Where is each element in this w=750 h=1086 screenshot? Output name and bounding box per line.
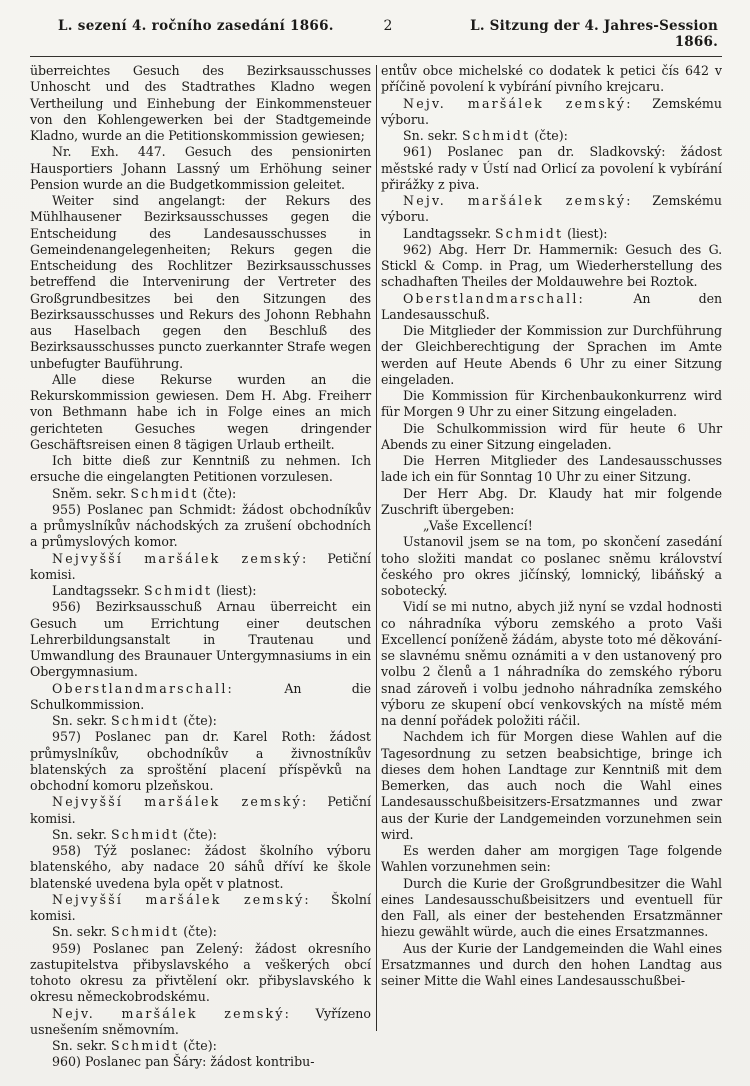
- left-column: [30, 63, 371, 1071]
- speaker-name: Nejv. maršálek zemský:: [403, 193, 633, 208]
- text-run: Sn. sekr.: [52, 1038, 111, 1053]
- header-title-german: L. Sitzung der 4. Jahres-Session 1866.: [470, 18, 718, 50]
- speaker-name: Schmidt: [494, 225, 564, 241]
- paragraph: [381, 599, 722, 729]
- speaker-name: Oberstlandmarschall:: [403, 290, 585, 306]
- speaker-name: Nejv. maršálek zemský:: [403, 95, 633, 111]
- paragraph: [30, 892, 371, 925]
- paragraph: [30, 729, 371, 794]
- paragraph: [30, 583, 371, 599]
- speaker-name: Schmidt: [143, 583, 213, 598]
- text-run: Landtagssekr.: [403, 225, 495, 241]
- header-title-czech: L. sezení 4. ročního zasedání 1866.: [58, 18, 334, 34]
- paragraph: [381, 876, 722, 941]
- text-run: Weiter sind angelangt: der Rekurs des Mühlhausener Bezirksausschusses gegen die Entscheidung des Landesausschusses in Gemeindenangelegenheiten; Rekurs gegen die Entscheidung des Rochlitzer Bezirksausschusses betreffend die Intervenirung der Vertreter des Großgrundbesitzes bei den Sitzungen des Bezirksausschusses und Rekurs des Johonn Rebhahn aus Haselbach gegen den Beschluß des Bezirksausschusses puncto zuerkannter Strafe wegen unbefugter Bauführung.: [30, 193, 371, 371]
- text-run: (čte):: [179, 713, 217, 728]
- text-run: (čte):: [179, 1038, 217, 1053]
- text-run: Aus der Kurie der Landgemeinden die Wahl eines Ersatzmannes und durch den hohen Landtag aus seiner Mitte die Wahl eines Landesausschußbei-: [381, 940, 722, 988]
- paragraph: [30, 453, 371, 486]
- column-divider: [376, 65, 377, 1031]
- text-run: „Vaše Excellencí!: [423, 518, 533, 533]
- paragraph: [30, 794, 371, 827]
- paragraph: [381, 226, 722, 242]
- text-run: Ich bitte dieß zur Kenntniß zu nehmen. Ich ersuche die eingelangten Petitionen vorzulesen.: [30, 453, 371, 485]
- text-run: Landtagssekr.: [52, 583, 144, 598]
- speaker-name: Schmidt: [110, 1038, 180, 1053]
- text-run: entův obce michelské co dodatek k petici čís 642 v příčině povolení k vybírání pivního krejcaru.: [381, 63, 722, 95]
- text-run: Es werden daher am morgigen Tage folgende Wahlen vorzunehmen sein:: [381, 843, 722, 875]
- paragraph: [381, 63, 722, 96]
- paragraph: [381, 388, 722, 421]
- text-run: Petiční komisi.: [30, 794, 371, 826]
- paragraph: [30, 713, 371, 729]
- paragraph: [381, 128, 722, 144]
- paragraph: [381, 144, 722, 193]
- paragraph: [381, 193, 722, 226]
- paragraph: [30, 63, 371, 144]
- text-run: Nr. Exh. 447. Gesuch des pensionirten Hausportiers Johann Lassný um Erhöhung seiner Pension wurde an die Budgetkommission geleitet.: [30, 144, 371, 192]
- paragraph: [381, 323, 722, 388]
- text-run: 958) Týž poslanec: žádost školního výboru blatenského, aby nadace 20 sáhů dříví ke škole blatenské uvedena byla opět v platnost.: [30, 843, 371, 891]
- text-run: (čte):: [198, 485, 237, 501]
- paragraph: [381, 242, 722, 291]
- text-run: (čte):: [530, 128, 568, 143]
- text-run: Die Herren Mitglieder des Landesausschusses lade ich ein für Sonntag 10 Uhr zu einer Sitzung.: [381, 453, 722, 485]
- paragraph: [30, 599, 371, 680]
- paragraph: [381, 453, 722, 486]
- speaker-name: Nejvyšší maršálek zemský:: [52, 550, 309, 566]
- paragraph: [30, 1006, 371, 1039]
- text-run: Nachdem ich für Morgen diese Wahlen auf die Tagesordnung zu setzen beabsichtige, bringe ich dieses dem hohen Landtage zur Kenntniß mit dem Bemerken, das auch noch die Wahl eines Landesausschußbeisitzers-Ersatzmannes und zwar aus der Kurie der Landgemeinden vorzunehmen sein wird.: [381, 729, 722, 842]
- paragraph: [381, 486, 722, 519]
- text-run: Školní komisi.: [30, 891, 371, 923]
- text-run: Der Herr Abg. Dr. Klaudy hat mir folgende Zuschrift übergeben:: [381, 485, 722, 517]
- header-rule: [30, 56, 722, 57]
- paragraph: [30, 681, 371, 714]
- text-run: Die Schulkommission wird für heute 6 Uhr Abends zu einer Sitzung eingeladen.: [381, 420, 722, 452]
- text-run: 956) Bezirksausschuß Arnau überreicht ein Gesuch um Errichtung einer deutschen Lehrerbildungsanstalt in Trautenau und Umwandlung des Braunauer Untergymnasiums in ein Obergymnasium.: [30, 599, 371, 680]
- speaker-name: Oberstlandmarschall:: [52, 680, 234, 696]
- paragraph: [30, 1054, 371, 1070]
- speaker-name: Nejv. maršálek zemský:: [52, 1005, 292, 1021]
- page-number: 2: [383, 18, 393, 34]
- speaker-name: Nejvyšší maršálek zemský:: [52, 891, 311, 907]
- text-run: Sn. sekr.: [52, 826, 111, 842]
- text-run: Die Mitglieder der Kommission zur Durchführung der Gleichberechtigung der Sprachen im Amte werden auf Heute Abends 6 Uhr zu einer Sitzung eingeladen.: [381, 323, 722, 387]
- text-run: Ustanovil jsem se na tom, po skončení zasedání toho složiti mandat co poslanec sněmu království českého pro okres jičínský, lomnický, libáňský a sobotecký.: [381, 534, 722, 598]
- text-run: überreichtes Gesuch des Bezirksausschusses Unhoscht und des Stadtrathes Kladno wegen Vertheilung und Einhebung der Einkommensteuer von den Kohlengewerken bei der Stadtgemeinde Kladno, wurde an die Petitionskommission gewiesen;: [30, 63, 371, 143]
- paragraph: [30, 502, 371, 551]
- text-run: 957) Poslanec pan dr. Karel Roth: žádost průmyslníkův, obchodníkův a živnostníkův blatenských za sproštění placení příspěvků na obchodní komoru plzeňskou.: [30, 729, 371, 793]
- text-run: Zemskému výboru.: [381, 95, 722, 127]
- page-header: [30, 16, 722, 56]
- paragraph: [381, 534, 722, 599]
- text-run: An den Landesausschuß.: [381, 290, 722, 322]
- text-run: 962) Abg. Herr Dr. Hammernik: Gesuch des G. Stickl & Comp. in Prag, um Wiederherstellung des schadhaften Theiles der Moldauwehre bei Roztok.: [381, 241, 722, 290]
- speaker-name: Schmidt: [461, 128, 531, 143]
- paragraph: [30, 144, 371, 193]
- text-run: Sn. sekr.: [403, 128, 462, 143]
- text-run: (liest):: [563, 225, 608, 241]
- paragraph: [381, 518, 722, 534]
- paragraph: [381, 96, 722, 129]
- text-run: Sn. sekr.: [52, 713, 111, 728]
- text-run: Die Kommission für Kirchenbaukonkurrenz wird für Morgen 9 Uhr zu einer Sitzung eingeladen.: [381, 388, 722, 420]
- text-run: 960) Poslanec pan Šáry: žádost kontribu-: [52, 1054, 315, 1070]
- text-run: Petiční komisi.: [30, 550, 371, 582]
- paragraph: [30, 941, 371, 1006]
- speaker-name: Schmidt: [110, 713, 180, 728]
- text-run: (čte):: [179, 826, 217, 842]
- paragraph: [30, 924, 371, 940]
- text-run: Zemskému výboru.: [381, 193, 722, 225]
- paragraph: [30, 372, 371, 453]
- paragraph: [30, 827, 371, 843]
- text-run: (čte):: [179, 924, 217, 940]
- text-run: Vyřízeno usnešením sněmovním.: [30, 1005, 371, 1037]
- paragraph: [30, 551, 371, 584]
- speaker-name: Schmidt: [110, 826, 180, 842]
- paragraph: [381, 729, 722, 843]
- paragraph: [381, 843, 722, 876]
- speaker-name: Schmidt: [110, 924, 180, 940]
- paragraph: [30, 843, 371, 892]
- text-run: Alle diese Rekurse wurden an die Rekurskommission gewiesen. Dem H. Abg. Freiherr von Bethmann habe ich in Folge eines an mich gerichteten Gesuches wegen dringender Geschäftsreisen einen 8 tägigen Urlaub ertheilt.: [30, 371, 371, 452]
- paragraph: [30, 1038, 371, 1054]
- paragraph: [30, 193, 371, 372]
- text-run: Durch die Kurie der Großgrundbesitzer die Wahl eines Landesausschußbeisitzers und eventuell für den Fall, als einer der bestehenden Ersatzmänner hiezu gewählt würde, auch die eines Ersatzmannes.: [381, 875, 722, 940]
- text-run: (liest):: [212, 583, 257, 598]
- text-run: An die Schulkommission.: [30, 680, 371, 712]
- paragraph: [30, 486, 371, 502]
- text-run: 955) Poslanec pan Schmidt: žádost obchodníkův a průmyslníkův náchodských za zrušení obchodních a průmyslových komor.: [30, 501, 371, 550]
- right-column: [381, 63, 722, 1071]
- paragraph: [381, 941, 722, 990]
- speaker-name: Nejvyšší maršálek zemský:: [52, 794, 309, 810]
- text-run: Vidí se mi nutno, abych již nyní se vzdal hodnosti co náhradníka výboru zemského a proto Vaši Excellencí poníženě žádám, abyste toto mé děkování-se slavnému sněmu oznámiti a v den ustanovený pro volbu 2 členů a 1 náhradníka do zemského rýboru snad zároveň i volbu jednoho náhradníka zemského výboru ze skupení obcí venkovských na místě mém na denní pořádek položiti ráčil.: [381, 599, 722, 728]
- text-run: 961) Poslanec pan dr. Sladkovský: žádost městské rady v Ústí nad Orlicí za povolení k vybírání přirážky z piva.: [381, 144, 722, 192]
- text-run: Sn. sekr.: [52, 924, 111, 940]
- text-run: Sněm. sekr.: [52, 485, 131, 501]
- paragraph: [381, 421, 722, 454]
- text-columns: [30, 63, 722, 1071]
- speaker-name: Schmidt: [130, 485, 199, 501]
- text-run: 959) Poslanec pan Zelený: žádost okresního zastupitelstva přibyslavského a veškerých obcí tohoto okresu za přivtělení okr. přibyslavského k okresu německobrodskému.: [30, 940, 371, 1005]
- paragraph: [381, 291, 722, 324]
